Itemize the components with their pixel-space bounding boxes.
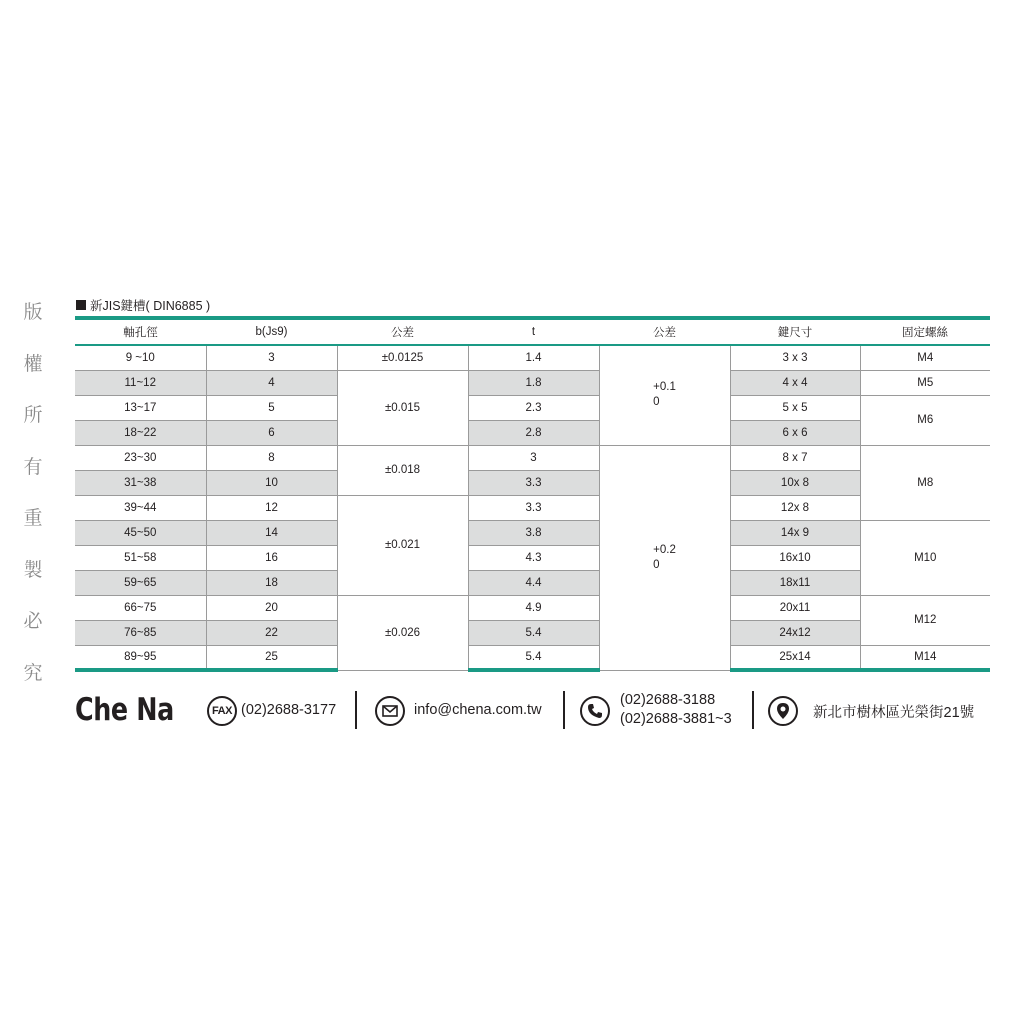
copyright-char: 權 — [23, 352, 43, 375]
cell-shaft: 9 ~10 — [75, 345, 206, 370]
cell-b: 8 — [206, 445, 337, 470]
header-b-width: b(Js9) — [206, 318, 337, 345]
cell-b-tolerance: ±0.0125 — [337, 345, 468, 370]
cell-t: 3.3 — [468, 495, 599, 520]
cell-b: 5 — [206, 395, 337, 420]
phone-number-1: (02)2688-3188 — [620, 692, 716, 708]
copyright-char: 有 — [23, 455, 43, 478]
cell-b: 14 — [206, 520, 337, 545]
table-row — [75, 470, 990, 495]
cell-t: 3.3 — [468, 470, 599, 495]
fax-icon — [207, 696, 237, 726]
location-pin-icon — [768, 696, 798, 726]
cell-t: 1.8 — [468, 370, 599, 395]
cell-key-size: 4 x 4 — [730, 370, 860, 395]
mail-icon — [375, 696, 405, 726]
t-tolerance-lower: 0 — [653, 558, 660, 571]
cell-b-tolerance: ±0.015 — [337, 370, 468, 445]
copyright-char: 所 — [23, 404, 43, 426]
cell-key-size: 10x 8 — [730, 470, 860, 495]
table-header-row — [75, 318, 990, 345]
cell-shaft: 66~75 — [75, 595, 206, 620]
table-row — [75, 420, 990, 445]
contact-footer — [75, 688, 990, 732]
cell-b-tolerance: ±0.018 — [337, 445, 468, 495]
cell-shaft: 39~44 — [75, 495, 206, 520]
table-row — [75, 570, 990, 595]
keyway-spec-table — [75, 316, 990, 672]
fax-icon-label: FAX — [212, 705, 232, 717]
copyright-char: 必 — [23, 610, 43, 632]
header-shaft-bore: 軸孔徑 — [75, 318, 206, 345]
table-row — [75, 345, 990, 370]
cell-t: 4.4 — [468, 570, 599, 595]
cell-t: 5.4 — [468, 645, 599, 670]
divider — [355, 691, 357, 729]
t-tolerance-upper: +0.1 — [653, 381, 676, 394]
phone-icon — [580, 696, 610, 726]
cell-key-size: 8 x 7 — [730, 445, 860, 470]
cell-key-size: 6 x 6 — [730, 420, 860, 445]
copyright-char: 製 — [23, 558, 43, 581]
cell-t: 2.3 — [468, 395, 599, 420]
cell-key-size: 20x11 — [730, 595, 860, 620]
cell-shaft: 18~22 — [75, 420, 206, 445]
table-row — [75, 520, 990, 545]
cell-key-size: 24x12 — [730, 620, 860, 645]
cell-key-size: 3 x 3 — [730, 345, 860, 370]
table-row — [75, 370, 990, 395]
section-title-text: 新JIS鍵槽( DIN6885 ) — [90, 299, 211, 313]
cell-b: 22 — [206, 620, 337, 645]
cell-shaft: 89~95 — [75, 645, 206, 670]
cell-key-size: 5 x 5 — [730, 395, 860, 420]
cell-key-size: 18x11 — [730, 570, 860, 595]
cell-key-size: 14x 9 — [730, 520, 860, 545]
email-link[interactable]: info@chena.com.tw — [414, 702, 542, 718]
table-row — [75, 595, 990, 620]
section-title — [76, 296, 210, 314]
phone-number-2: (02)2688-3881~3 — [620, 711, 732, 727]
cell-shaft: 31~38 — [75, 470, 206, 495]
copyright-char: 版 — [23, 301, 43, 323]
cell-t: 3 — [468, 445, 599, 470]
header-t-tolerance: 公差 — [599, 318, 730, 345]
cell-t: 3.8 — [468, 520, 599, 545]
header-t-depth: t — [468, 318, 599, 345]
cell-screw: M8 — [860, 445, 990, 520]
cell-t: 1.4 — [468, 345, 599, 370]
cell-b: 3 — [206, 345, 337, 370]
cell-b-tolerance: ±0.021 — [337, 495, 468, 595]
cell-shaft: 23~30 — [75, 445, 206, 470]
cell-t: 4.3 — [468, 545, 599, 570]
cell-b: 4 — [206, 370, 337, 395]
cell-shaft: 45~50 — [75, 520, 206, 545]
address: 新北市樹林區光榮街21號 — [813, 705, 975, 721]
bullet-square-icon — [76, 300, 86, 310]
cell-b: 18 — [206, 570, 337, 595]
t-tolerance-lower: 0 — [653, 396, 660, 409]
cell-key-size: 25x14 — [730, 645, 860, 670]
copyright-char: 究 — [23, 661, 43, 684]
cell-shaft: 13~17 — [75, 395, 206, 420]
cell-shaft: 11~12 — [75, 370, 206, 395]
cell-b: 12 — [206, 495, 337, 520]
cell-key-size: 12x 8 — [730, 495, 860, 520]
t-tolerance-upper: +0.2 — [653, 543, 676, 556]
divider — [752, 691, 754, 729]
cell-screw: M4 — [860, 345, 990, 370]
copyright-notice — [18, 297, 48, 709]
divider — [563, 691, 565, 729]
copyright-char: 重 — [23, 507, 43, 529]
cell-b: 20 — [206, 595, 337, 620]
cell-shaft: 76~85 — [75, 620, 206, 645]
cell-b: 25 — [206, 645, 337, 670]
cell-t: 2.8 — [468, 420, 599, 445]
cell-b-tolerance: ±0.026 — [337, 595, 468, 670]
cell-screw: M12 — [860, 595, 990, 645]
cell-b: 16 — [206, 545, 337, 570]
cell-shaft: 51~58 — [75, 545, 206, 570]
table-row — [75, 395, 990, 420]
header-b-tolerance: 公差 — [337, 318, 468, 345]
cell-t: 5.4 — [468, 620, 599, 645]
cell-b: 6 — [206, 420, 337, 445]
cell-screw: M6 — [860, 395, 990, 445]
table-row — [75, 545, 990, 570]
cell-shaft: 59~65 — [75, 570, 206, 595]
table-row — [75, 495, 990, 520]
cell-t-tolerance — [599, 445, 730, 670]
fax-number: (02)2688-3177 — [241, 702, 337, 718]
table-row — [75, 645, 990, 670]
cell-screw: M10 — [860, 520, 990, 595]
table-row — [75, 445, 990, 470]
cell-screw: M5 — [860, 370, 990, 395]
cell-key-size: 16x10 — [730, 545, 860, 570]
cell-b: 10 — [206, 470, 337, 495]
brand-logo: Che Na — [75, 692, 174, 728]
cell-t: 4.9 — [468, 595, 599, 620]
header-key-size: 鍵尺寸 — [730, 318, 860, 345]
table-row — [75, 620, 990, 645]
header-set-screw: 固定螺絲 — [860, 318, 990, 345]
cell-t-tolerance — [599, 345, 730, 445]
cell-screw: M14 — [860, 645, 990, 670]
